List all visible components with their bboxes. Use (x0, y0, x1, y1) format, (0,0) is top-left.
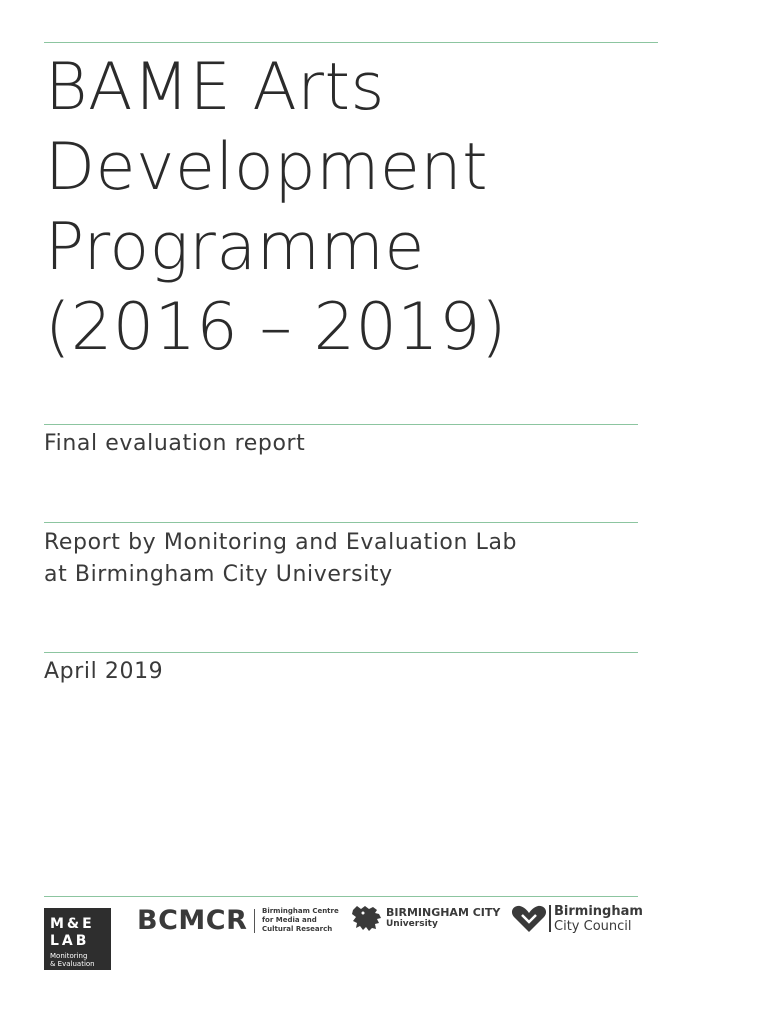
title-line: BAME Arts (45, 50, 385, 125)
subtitle-text: Final evaluation report (44, 431, 306, 456)
melab-caption1: Monitoring (50, 952, 88, 960)
report-date (44, 656, 163, 688)
bcu-line1: BIRMINGHAM CITY (386, 906, 501, 919)
lion-crest-icon (351, 904, 383, 932)
heart-logo-icon (511, 905, 547, 933)
subtitle-rule (44, 424, 638, 425)
title-line: Development (45, 130, 489, 205)
top-rule (44, 42, 658, 43)
title-line: (2016 – 2019) (45, 290, 507, 365)
bcmcr-logo: BCMCR (137, 905, 248, 936)
bcmcr-divider (254, 909, 255, 933)
bcu-line2: University (386, 919, 438, 929)
bcmcr-description (262, 907, 339, 934)
melab-logo-line1: M&E (50, 916, 95, 932)
report-author (44, 527, 517, 591)
melab-logo (44, 908, 111, 970)
bcc-logo-text (554, 904, 643, 934)
melab-logo-line2: LAB (50, 933, 90, 949)
bcmcr-desc-line: Cultural Research (262, 925, 333, 933)
bcu-logo-text (386, 907, 500, 930)
author-rule (44, 522, 638, 523)
author-line: at Birmingham City University (44, 562, 393, 587)
author-line: Report by Monitoring and Evaluation Lab (44, 530, 518, 555)
bcmcr-desc-line: for Media and (262, 916, 317, 924)
title-line: Programme (45, 210, 425, 285)
bcc-line2: City Council (554, 919, 632, 934)
partner-logos (0, 896, 770, 976)
date-rule (44, 652, 638, 653)
bcmcr-desc-line: Birmingham Centre (262, 907, 339, 915)
date-text: April 2019 (44, 659, 164, 684)
report-subtitle (44, 428, 305, 460)
report-title (45, 48, 507, 368)
melab-caption2: & Evaluation (50, 960, 95, 968)
bcc-line1: Birmingham (554, 904, 643, 919)
bcc-divider (549, 905, 551, 932)
